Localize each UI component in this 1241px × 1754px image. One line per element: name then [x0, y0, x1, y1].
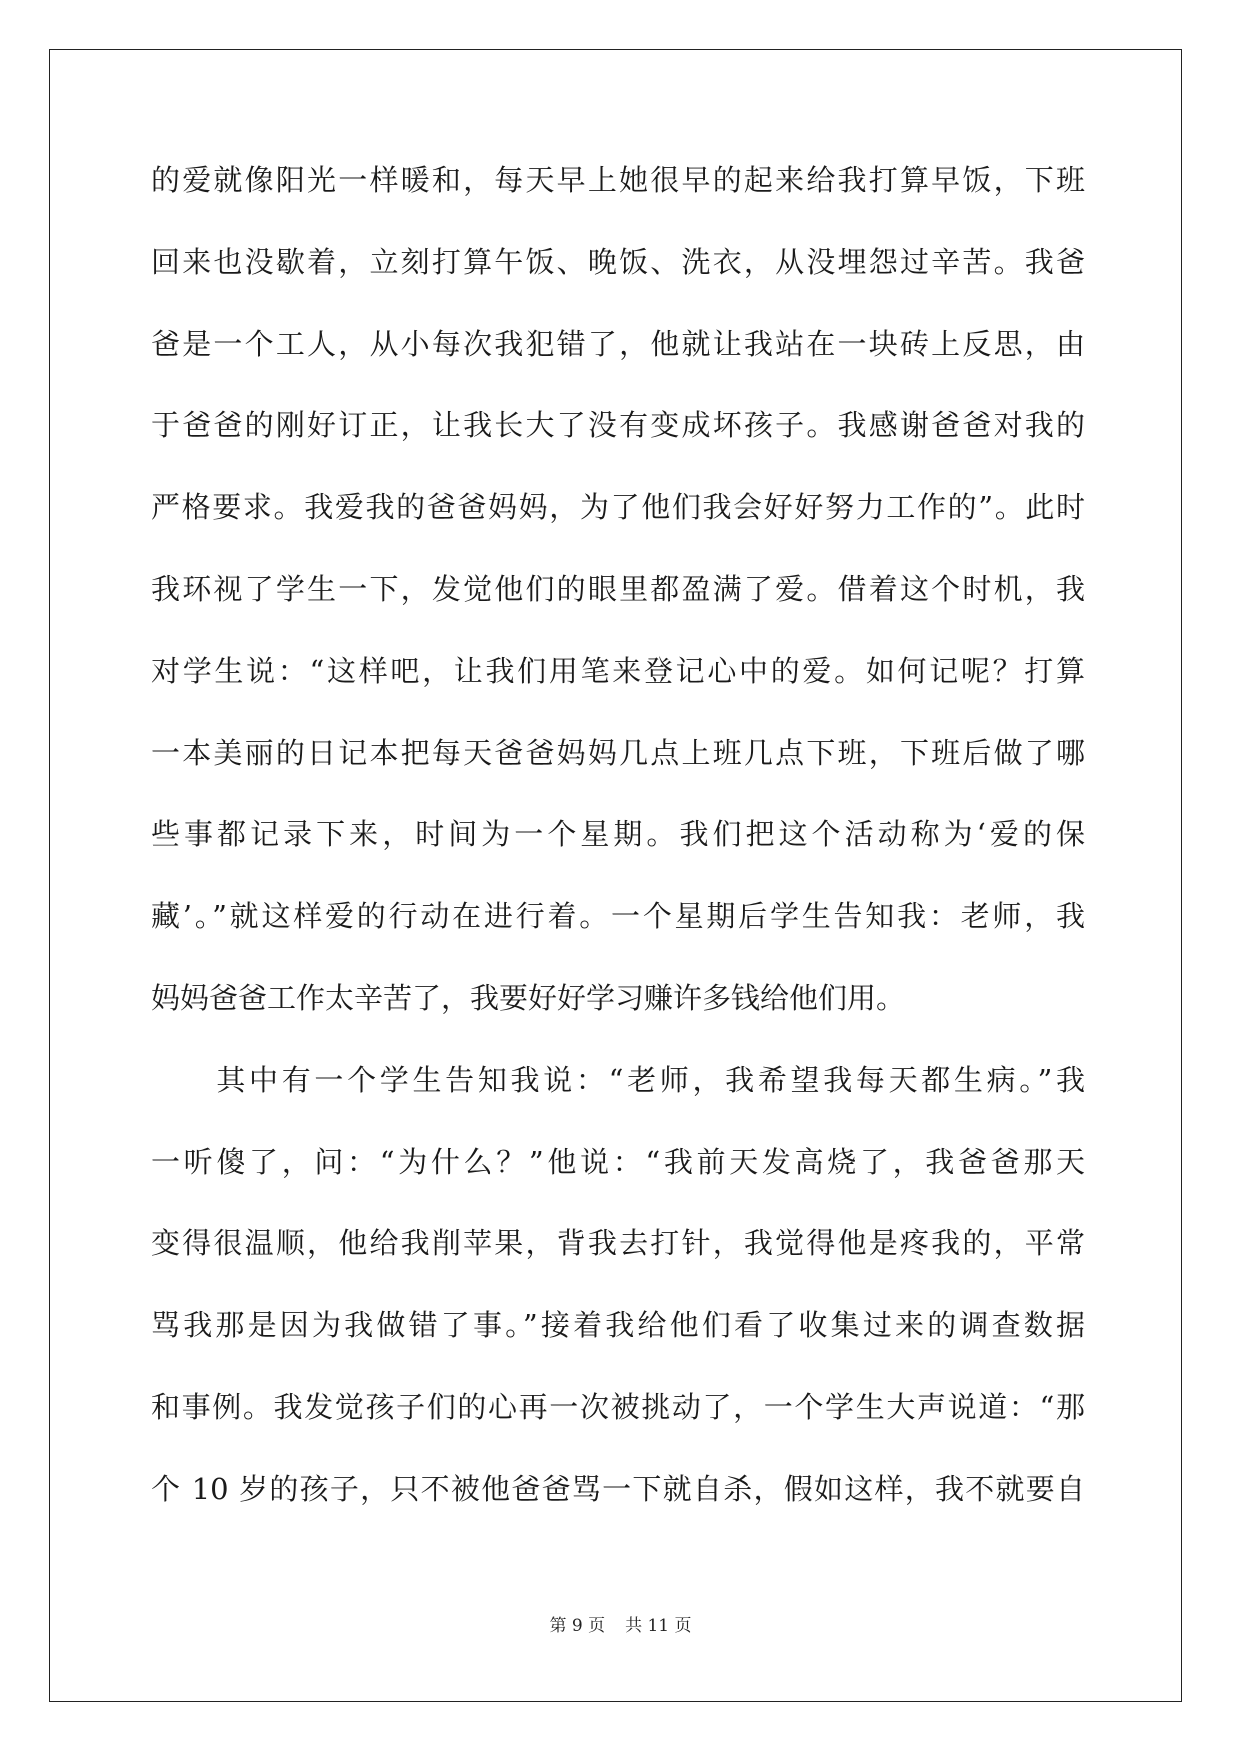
- text-line: 变得很温顺，他给我削苹果，背我去打针，我觉得他是疼我的，平常: [151, 1226, 1085, 1261]
- text-line: 和事例。我发觉孩子们的心再一次被挑动了，一个学生大声说道：“那: [151, 1389, 1085, 1424]
- text-line: 藏’。”就这样爱的行动在进行着。一个星期后学生告知我：老师，我: [151, 899, 1085, 934]
- text-line: 其中有一个学生告知我说：“老师，我希望我每天都生病。”我: [151, 1062, 1085, 1097]
- text-line: 我环视了学生一下，发觉他们的眼里都盈满了爱。借着这个时机，我: [151, 571, 1085, 606]
- text-line: 严格要求。我爱我的爸爸妈妈，为了他们我会好好努力工作的”。此时: [151, 490, 1085, 525]
- text-line: 爸是一个工人，从小每次我犯错了，他就让我站在一块砖上反思，由: [151, 326, 1085, 361]
- text-line: 一本美丽的日记本把每天爸爸妈妈几点上班几点下班，下班后做了哪: [151, 735, 1085, 770]
- text-line: 于爸爸的刚好订正，让我长大了没有变成坏孩子。我感谢爸爸对我的: [151, 408, 1085, 443]
- text-line: 对学生说：“这样吧，让我们用笔来登记心中的爱。如何记呢？打算: [151, 653, 1085, 688]
- text-line: 回来也没歇着，立刻打算午饭、晚饭、洗衣，从没埋怨过辛苦。我爸: [151, 244, 1085, 279]
- document-body: [151, 158, 1085, 1549]
- text-line: 妈妈爸爸工作太辛苦了，我要好好学习赚许多钱给他们用。: [151, 980, 906, 1015]
- text-line: 一听傻了，问：“为什么？”他说：“我前天发高烧了，我爸爸那天: [151, 1144, 1085, 1179]
- text-line: 些事都记录下来，时间为一个星期。我们把这个活动称为‘爱的保: [151, 817, 1085, 852]
- page-footer: [0, 1614, 1241, 1638]
- text-line: 骂我那是因为我做错了事。”接着我给他们看了收集过来的调查数据: [151, 1308, 1085, 1343]
- text-line: 的爱就像阳光一样暖和，每天早上她很早的起来给我打算早饭，下班: [151, 163, 1085, 197]
- text-line: 个 10 岁的孩子，只不被他爸爸骂一下就自杀，假如这样，我不就要自: [151, 1471, 1085, 1506]
- page-total: 共 11 页: [625, 1616, 692, 1636]
- page-number: 第 9 页: [549, 1616, 606, 1636]
